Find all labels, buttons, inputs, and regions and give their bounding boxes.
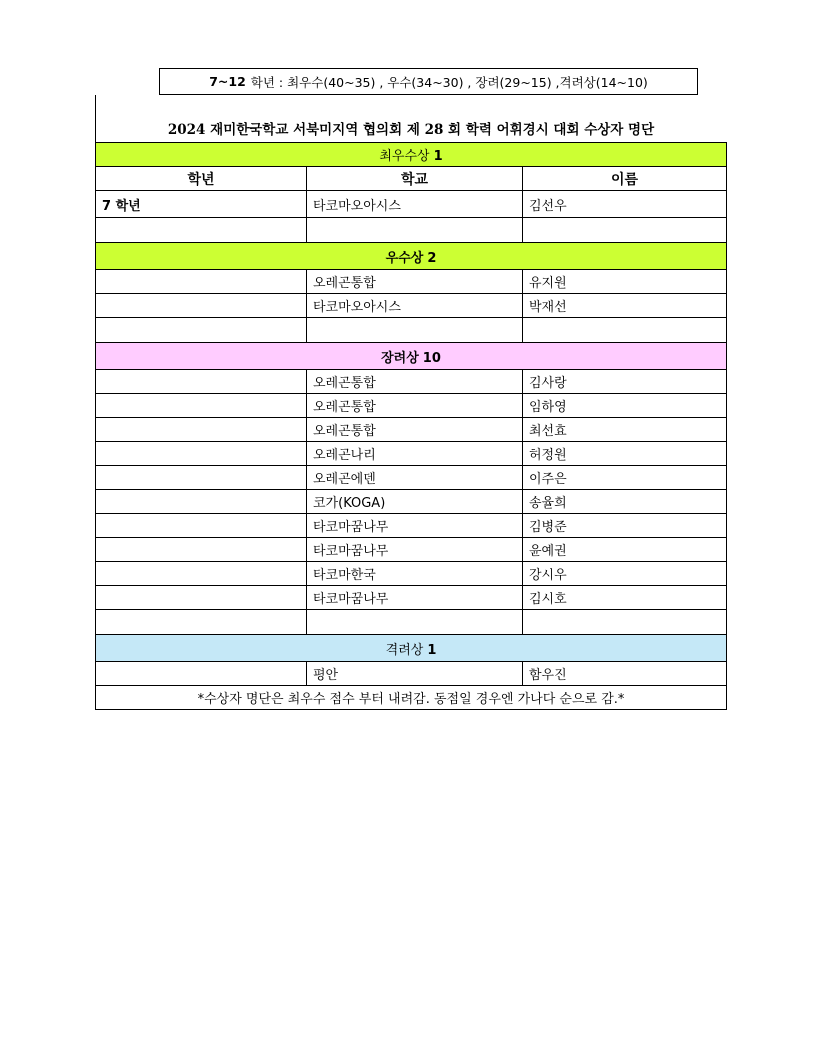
footnote: *수상자 명단은 최우수 점수 부터 내려감. 동점일 경우엔 가나다 순으로 감.*: [96, 686, 727, 710]
school-cell: 오레곤통합: [307, 370, 523, 394]
score-criteria-text: 학년 : 최우수(40~35) , 우수(34~30) , 장려(29~15) ,격려상(14~10): [250, 74, 648, 90]
empty-cell: [523, 318, 727, 343]
table-row: [96, 514, 727, 538]
column-header-school: 학교: [307, 167, 523, 191]
school-cell: 오레곤나리: [307, 442, 523, 466]
table-row: [96, 586, 727, 610]
empty-cell: [96, 318, 307, 343]
table-row: [96, 442, 727, 466]
table-row: [96, 191, 727, 218]
grade-cell: [96, 294, 307, 318]
name-cell: 임하영: [523, 394, 727, 418]
award-band-excellence: [96, 243, 727, 270]
empty-row: [96, 610, 727, 635]
name-cell: 김병준: [523, 514, 727, 538]
name-cell: 윤예권: [523, 538, 727, 562]
column-header-name: 이름: [523, 167, 727, 191]
award-count: 1: [433, 149, 443, 164]
table-row: [96, 294, 727, 318]
grade-cell: [96, 466, 307, 490]
award-band-cell: [96, 143, 727, 167]
award-band-encouragement: [96, 343, 727, 370]
school-cell: 오레곤통합: [307, 270, 523, 294]
table-row: [96, 394, 727, 418]
grade-cell: [96, 418, 307, 442]
name-cell: 김시호: [523, 586, 727, 610]
empty-cell: [523, 218, 727, 243]
empty-cell: [307, 218, 523, 243]
name-cell: 송율희: [523, 490, 727, 514]
table-row: [96, 662, 727, 686]
school-cell: 오레곤통합: [307, 418, 523, 442]
award-count: 2: [427, 250, 437, 266]
grade-cell: [96, 370, 307, 394]
grade-cell: [96, 270, 307, 294]
page-title: 2024 재미한국학교 서북미지역 협의회 제 28 회 학력 어휘경시 대회 수상자 명단: [167, 122, 655, 138]
school-cell: 타코마꿈나무: [307, 586, 523, 610]
grade-cell: [96, 586, 307, 610]
award-label: 최우수상: [379, 149, 430, 164]
score-criteria-box: [159, 68, 698, 95]
school-cell: 타코마오아시스: [307, 294, 523, 318]
footnote-row: [96, 686, 727, 710]
school-cell: 타코마꿈나무: [307, 538, 523, 562]
school-cell: 타코마한국: [307, 562, 523, 586]
name-cell: 유지원: [523, 270, 727, 294]
award-label: 우수상: [385, 250, 424, 266]
grade-cell: [96, 662, 307, 686]
grade-cell: [96, 490, 307, 514]
school-cell: 타코마꿈나무: [307, 514, 523, 538]
name-cell: 강시우: [523, 562, 727, 586]
table-row: [96, 538, 727, 562]
empty-cell: [96, 218, 307, 243]
name-cell: 허정원: [523, 442, 727, 466]
grade-cell: [96, 442, 307, 466]
table-row: [96, 270, 727, 294]
name-cell: 김사랑: [523, 370, 727, 394]
column-header-grade: 학년: [96, 167, 307, 191]
grade-cell: 7 학년: [96, 191, 307, 218]
grade-cell: [96, 514, 307, 538]
grade-cell: [96, 562, 307, 586]
empty-cell: [523, 610, 727, 635]
award-band-cell: [96, 243, 727, 270]
table-row: [96, 562, 727, 586]
award-band-merit: [96, 635, 727, 662]
school-cell: 타코마오아시스: [307, 191, 523, 218]
empty-row: [96, 318, 727, 343]
school-cell: 평안: [307, 662, 523, 686]
empty-cell: [96, 610, 307, 635]
grade-range: 7~12: [209, 74, 246, 89]
name-cell: 박재선: [523, 294, 727, 318]
school-cell: 코가(KOGA): [307, 490, 523, 514]
table-header-row: [96, 167, 727, 191]
name-cell: 김선우: [523, 191, 727, 218]
grade-cell: [96, 538, 307, 562]
empty-cell: [307, 610, 523, 635]
empty-row: [96, 218, 727, 243]
table-row: [96, 370, 727, 394]
name-cell: 이주은: [523, 466, 727, 490]
awards-table: [95, 142, 727, 710]
award-band-cell: [96, 635, 727, 662]
award-count: 10: [422, 350, 441, 366]
table-row: [96, 466, 727, 490]
empty-cell: [307, 318, 523, 343]
table-row: [96, 490, 727, 514]
grade-cell: [96, 394, 307, 418]
name-cell: 함우진: [523, 662, 727, 686]
table-row: [96, 418, 727, 442]
award-label: 격려상: [385, 642, 424, 658]
award-band-cell: [96, 343, 727, 370]
award-label: 장려상: [381, 350, 419, 366]
name-cell: 최선효: [523, 418, 727, 442]
award-count: 1: [427, 642, 437, 658]
school-cell: 오레곤통합: [307, 394, 523, 418]
school-cell: 오레곤에덴: [307, 466, 523, 490]
award-band-top: [96, 143, 727, 167]
